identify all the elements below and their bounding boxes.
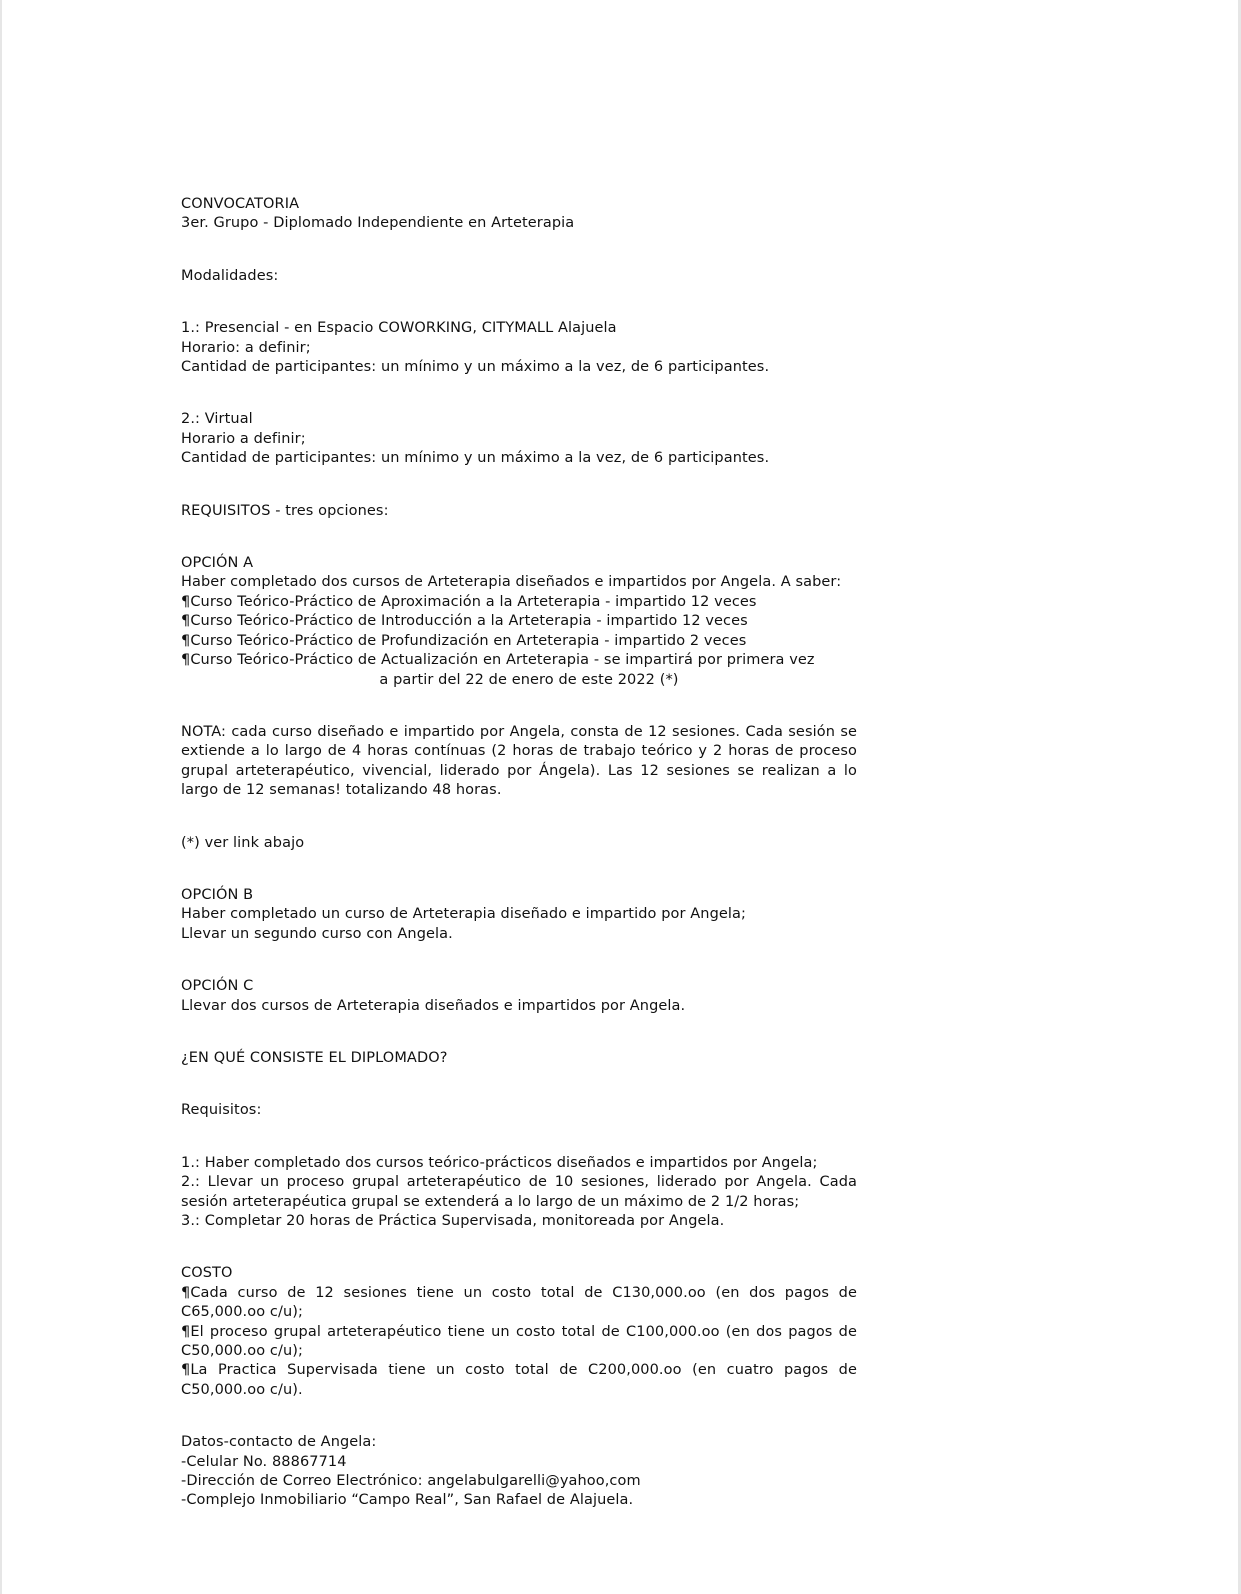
contacto-celular: -Celular No. 88867714 xyxy=(181,1453,347,1470)
costo-heading: COSTO xyxy=(181,1265,233,1282)
diplomado-item: 2.: Llevar un proceso grupal arteterapéutico de 10 sesiones, liderado por Angela. Cada sesión arteterapéutica grupal se extenderá a lo largo de un máximo de 2 1/2 horas; xyxy=(181,1174,857,1210)
opcion-b-title: OPCIÓN B xyxy=(181,886,254,903)
virtual-cantidad: Cantidad de participantes: un mínimo y un máximo a la vez, de 6 participantes. xyxy=(181,450,770,467)
virtual-horario: Horario a definir; xyxy=(181,430,306,447)
costo-item: ¶El proceso grupal arteterapéutico tiene un costo total de C100,000.oo (en dos pagos de C50,000.oo c/u); xyxy=(181,1323,857,1360)
curso-item: ¶Curso Teórico-Práctico de Profundización en Arteterapia - impartido 2 veces xyxy=(181,632,747,649)
diplomado-requisitos-label: Requisitos: xyxy=(181,1102,262,1119)
opcion-b-line: Llevar un segundo curso con Angela. xyxy=(181,925,453,942)
diplomado-heading: ¿EN QUÉ CONSISTE EL DIPLOMADO? xyxy=(181,1049,448,1066)
contacto-correo: -Dirección de Correo Electrónico: angelabulgarelli@yahoo,com xyxy=(181,1473,641,1490)
diplomado-item: 1.: Haber completado dos cursos teórico-prácticos diseñados e impartidos por Angela; xyxy=(181,1154,818,1171)
contacto-heading: Datos-contacto de Angela: xyxy=(181,1434,377,1451)
page-edge-left xyxy=(0,0,2,1594)
costo-item: ¶Cada curso de 12 sesiones tiene un costo total de C130,000.oo (en dos pagos de C65,000.oo c/u); xyxy=(181,1284,857,1321)
virtual-title: 2.: Virtual xyxy=(181,411,253,428)
nota-paragraph: NOTA: cada curso diseñado e impartido por Angela, consta de 12 sesiones. Cada sesión se extiende a lo largo de 4 horas contínuas (2 horas de trabajo teórico y 2 horas de proceso grupal arteterapéutico, vivencial, liderado por Ángela). Las 12 sesiones se realizan a lo largo de 12 semanas! totalizando 48 horas. xyxy=(181,723,857,799)
presencial-title: 1.: Presencial - en Espacio COWORKING, CITYMALL Alajuela xyxy=(181,320,617,337)
document-subtitle: 3er. Grupo - Diplomado Independiente en Arteterapia xyxy=(181,215,575,232)
curso-item: ¶Curso Teórico-Práctico de Aproximación a la Arteterapia - impartido 12 veces xyxy=(181,593,757,610)
opcion-a-title: OPCIÓN A xyxy=(181,555,254,572)
presencial-cantidad: Cantidad de participantes: un mínimo y un máximo a la vez, de 6 participantes. xyxy=(181,359,770,376)
presencial-horario: Horario: a definir; xyxy=(181,339,311,356)
contacto-direccion: -Complejo Inmobiliario “Campo Real”, San Rafael de Alajuela. xyxy=(181,1492,634,1509)
costo-item: ¶La Practica Supervisada tiene un costo total de C200,000.oo (en cuatro pagos de C50,000.oo c/u). xyxy=(181,1362,857,1398)
curso-item-continuation: a partir del 22 de enero de este 2022 (*) xyxy=(379,671,679,688)
opcion-a-intro: Haber completado dos cursos de Arteterapia diseñados e impartidos por Angela. A saber: xyxy=(181,574,842,591)
document-title: CONVOCATORIA xyxy=(181,196,300,212)
requisitos-heading: REQUISITOS - tres opciones: xyxy=(181,502,389,519)
curso-item: ¶Curso Teórico-Práctico de Actualización en Arteterapia - se impartirá por primera vez xyxy=(181,652,815,669)
diplomado-item: 3.: Completar 20 horas de Práctica Supervisada, monitoreada por Angela. xyxy=(181,1213,725,1229)
curso-item: ¶Curso Teórico-Práctico de Introducción a la Arteterapia - impartido 12 veces xyxy=(181,613,748,630)
document-body xyxy=(181,195,857,1511)
opcion-c-line: Llevar dos cursos de Arteterapia diseñados e impartidos por Angela. xyxy=(181,997,686,1014)
opcion-b-line: Haber completado un curso de Arteterapia diseñado e impartido por Angela; xyxy=(181,906,746,923)
opcion-c-title: OPCIÓN C xyxy=(181,978,254,995)
modalidades-heading: Modalidades: xyxy=(181,267,279,284)
ver-link-note: (*) ver link abajo xyxy=(181,834,305,851)
